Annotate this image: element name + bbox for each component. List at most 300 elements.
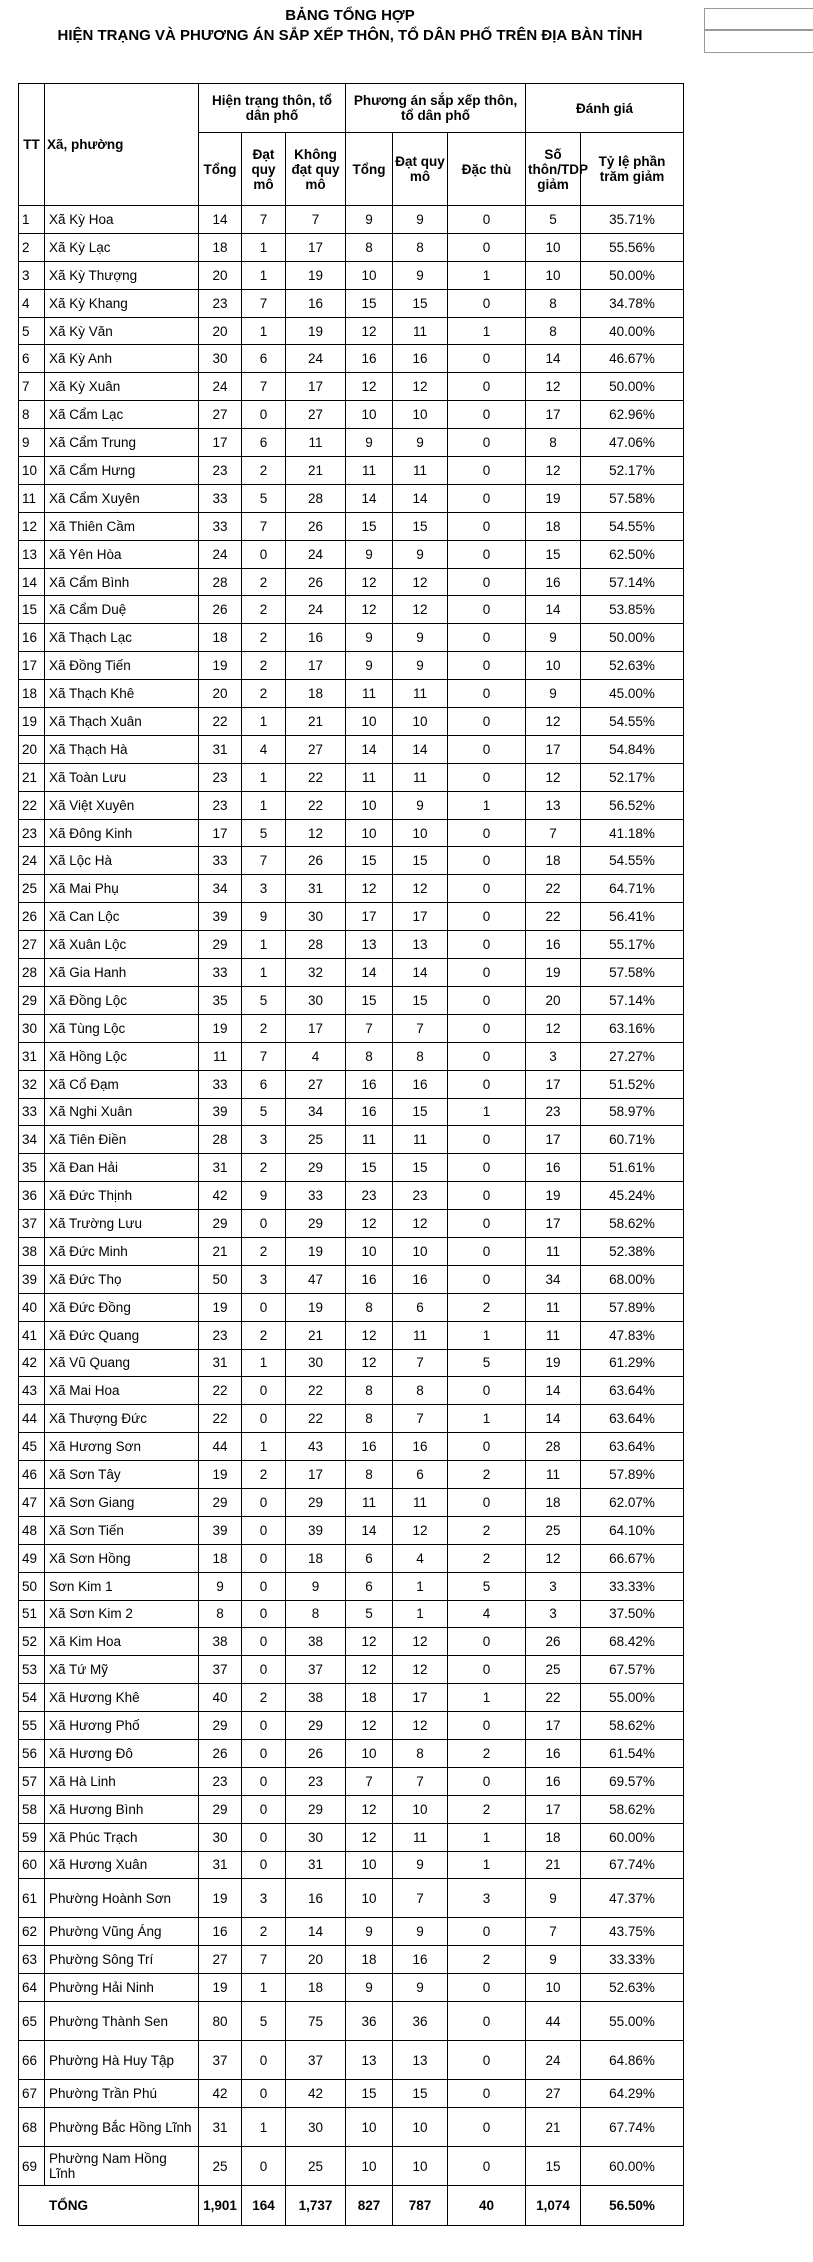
table-row [19,2002,813,2041]
cell-plan-total: 11 [346,1126,393,1154]
cell-eval-reduce: 17 [526,1712,581,1740]
cell-tt: 43 [19,1377,45,1405]
cell-plan-total: 16 [346,1098,393,1126]
cell-cur-notmeet: 25 [286,1126,346,1154]
table-row [19,289,813,317]
table-spacer [684,652,813,680]
cell-name: Xã Cẩm Bình [45,568,199,596]
cell-plan-meet: 14 [393,959,448,987]
cell-plan-meet: 15 [393,512,448,540]
cell-name: Xã Nghi Xuân [45,1098,199,1126]
cell-cur-notmeet: 18 [286,1544,346,1572]
cell-cur-meet: 2 [242,596,286,624]
total-cur-meet: 164 [242,2186,286,2226]
cell-eval-pct: 52.38% [581,1237,684,1265]
cell-cur-total: 27 [199,401,242,429]
cell-plan-meet: 16 [393,1946,448,1974]
cell-plan-special: 2 [448,1293,526,1321]
cell-eval-reduce: 25 [526,1656,581,1684]
cell-plan-meet: 6 [393,1461,448,1489]
cell-plan-total: 12 [346,1795,393,1823]
cell-cur-meet: 0 [242,1488,286,1516]
cell-plan-total: 17 [346,903,393,931]
cell-cur-notmeet: 39 [286,1516,346,1544]
cell-eval-reduce: 16 [526,568,581,596]
cell-name: Xã Yên Hòa [45,540,199,568]
table-spacer [684,2002,813,2041]
cell-plan-meet: 11 [393,1823,448,1851]
cell-eval-reduce: 5 [526,206,581,234]
table-row [19,429,813,457]
cell-plan-total: 10 [346,2108,393,2147]
cell-cur-total: 22 [199,1377,242,1405]
cell-cur-meet: 2 [242,1461,286,1489]
cell-cur-notmeet: 22 [286,1377,346,1405]
cell-plan-meet: 10 [393,819,448,847]
cell-plan-special: 2 [448,1544,526,1572]
cell-plan-total: 14 [346,1516,393,1544]
cell-eval-reduce: 18 [526,1823,581,1851]
cell-eval-pct: 50.00% [581,373,684,401]
cell-tt: 18 [19,680,45,708]
table-row [19,1684,813,1712]
cell-plan-meet: 8 [393,1377,448,1405]
header-eval-reduce: Số thôn/TDP giảm [526,133,581,206]
cell-tt: 45 [19,1433,45,1461]
cell-cur-notmeet: 24 [286,540,346,568]
table-spacer [684,1349,813,1377]
table-spacer [684,959,813,987]
table-row [19,1042,813,1070]
table-row [19,345,813,373]
cell-eval-reduce: 12 [526,373,581,401]
total-cur-notmeet: 1,737 [286,2186,346,2226]
cell-plan-special: 1 [448,317,526,345]
cell-cur-meet: 5 [242,484,286,512]
cell-plan-total: 16 [346,1265,393,1293]
table-row [19,206,813,234]
cell-name: Xã Đồng Tiến [45,652,199,680]
cell-plan-meet: 10 [393,708,448,736]
cell-plan-special: 0 [448,596,526,624]
cell-plan-total: 8 [346,1042,393,1070]
cell-name: Phường Hà Huy Tập [45,2041,199,2080]
cell-tt: 21 [19,763,45,791]
table-row [19,317,813,345]
cell-plan-meet: 15 [393,986,448,1014]
table-row [19,261,813,289]
cell-eval-pct: 56.41% [581,903,684,931]
cell-eval-reduce: 23 [526,1098,581,1126]
cell-cur-notmeet: 24 [286,596,346,624]
cell-eval-pct: 58.62% [581,1795,684,1823]
cell-cur-meet: 0 [242,1823,286,1851]
cell-cur-meet: 7 [242,289,286,317]
cell-cur-total: 25 [199,2147,242,2186]
table-spacer [684,233,813,261]
cell-eval-pct: 53.85% [581,596,684,624]
table-row [19,1516,813,1544]
cell-cur-meet: 2 [242,1918,286,1946]
cell-cur-meet: 2 [242,1014,286,1042]
cell-plan-special: 0 [448,1126,526,1154]
cell-cur-notmeet: 75 [286,2002,346,2041]
cell-tt: 16 [19,624,45,652]
table-row [19,1461,813,1489]
cell-cur-meet: 0 [242,1516,286,1544]
cell-eval-pct: 68.42% [581,1628,684,1656]
cell-name: Xã Hồng Lộc [45,1042,199,1070]
cell-cur-meet: 2 [242,624,286,652]
cell-plan-meet: 16 [393,345,448,373]
cell-eval-pct: 57.14% [581,986,684,1014]
cell-eval-pct: 40.00% [581,317,684,345]
cell-plan-meet: 14 [393,484,448,512]
table-row [19,1405,813,1433]
cell-cur-meet: 2 [242,1321,286,1349]
cell-eval-pct: 63.64% [581,1377,684,1405]
cell-name: Xã Hương Bình [45,1795,199,1823]
cell-cur-total: 23 [199,457,242,485]
cell-plan-total: 15 [346,1154,393,1182]
cell-cur-meet: 7 [242,1946,286,1974]
table-row [19,401,813,429]
cell-tt: 1 [19,206,45,234]
cell-cur-meet: 3 [242,875,286,903]
cell-plan-meet: 11 [393,1488,448,1516]
header-name: Xã, phường [45,84,199,206]
cell-plan-meet: 11 [393,763,448,791]
cell-eval-pct: 46.67% [581,345,684,373]
cell-plan-total: 14 [346,959,393,987]
cell-tt: 50 [19,1572,45,1600]
cell-name: Xã Thượng Đức [45,1405,199,1433]
cell-plan-special: 0 [448,1377,526,1405]
cell-tt: 48 [19,1516,45,1544]
cell-plan-meet: 1 [393,1572,448,1600]
cell-eval-pct: 47.83% [581,1321,684,1349]
table-row [19,763,813,791]
cell-eval-reduce: 19 [526,484,581,512]
cell-name: Xã Kỳ Thượng [45,261,199,289]
cell-cur-total: 39 [199,1516,242,1544]
table-spacer [684,540,813,568]
cell-eval-pct: 61.29% [581,1349,684,1377]
cell-plan-special: 0 [448,484,526,512]
cell-plan-total: 5 [346,1600,393,1628]
cell-tt: 47 [19,1488,45,1516]
cell-cur-total: 28 [199,568,242,596]
cell-eval-pct: 67.74% [581,2108,684,2147]
cell-tt: 33 [19,1098,45,1126]
cell-cur-notmeet: 21 [286,457,346,485]
cell-eval-pct: 67.57% [581,1656,684,1684]
table-row [19,931,813,959]
table-spacer [684,1237,813,1265]
cell-cur-notmeet: 47 [286,1265,346,1293]
cell-tt: 15 [19,596,45,624]
cell-plan-meet: 7 [393,1405,448,1433]
cell-tt: 38 [19,1237,45,1265]
cell-cur-notmeet: 16 [286,289,346,317]
cell-cur-notmeet: 7 [286,206,346,234]
cell-cur-total: 44 [199,1433,242,1461]
cell-cur-total: 42 [199,1182,242,1210]
cell-tt: 37 [19,1210,45,1238]
table-row [19,735,813,763]
cell-cur-meet: 1 [242,233,286,261]
cell-cur-notmeet: 29 [286,1712,346,1740]
cell-plan-special: 0 [448,429,526,457]
header-eval-pct: Tỷ lệ phần trăm giảm [581,133,684,206]
table-spacer [684,1918,813,1946]
cell-name: Xã Kỳ Khang [45,289,199,317]
cell-plan-special: 5 [448,1572,526,1600]
cell-plan-total: 10 [346,1237,393,1265]
cell-plan-special: 1 [448,1405,526,1433]
cell-eval-reduce: 17 [526,1126,581,1154]
cell-eval-pct: 69.57% [581,1767,684,1795]
cell-eval-pct: 68.00% [581,1265,684,1293]
cell-name: Xã Đức Đồng [45,1293,199,1321]
cell-plan-meet: 15 [393,289,448,317]
cell-name: Xã Xuân Lộc [45,931,199,959]
cell-tt: 68 [19,2108,45,2147]
cell-cur-notmeet: 9 [286,1572,346,1600]
cell-eval-reduce: 14 [526,1377,581,1405]
cell-plan-special: 0 [448,1042,526,1070]
cell-plan-meet: 9 [393,1851,448,1879]
table-row [19,1572,813,1600]
cell-name: Phường Bắc Hồng Lĩnh [45,2108,199,2147]
cell-eval-pct: 52.63% [581,1974,684,2002]
table-spacer [684,791,813,819]
cell-plan-total: 15 [346,986,393,1014]
cell-plan-meet: 11 [393,680,448,708]
cell-cur-notmeet: 34 [286,1098,346,1126]
cell-cur-meet: 5 [242,986,286,1014]
cell-name: Xã Hương Sơn [45,1433,199,1461]
cell-eval-pct: 56.52% [581,791,684,819]
cell-name: Phường Trần Phú [45,2080,199,2108]
cell-plan-total: 7 [346,1014,393,1042]
cell-plan-special: 0 [448,540,526,568]
table-spacer [684,735,813,763]
table-row [19,680,813,708]
cell-cur-notmeet: 29 [286,1795,346,1823]
table-spacer [684,1684,813,1712]
table-spacer [684,1974,813,2002]
cell-plan-meet: 10 [393,2147,448,2186]
cell-name: Xã Đức Quang [45,1321,199,1349]
cell-cur-total: 37 [199,1656,242,1684]
cell-cur-notmeet: 24 [286,345,346,373]
cell-cur-notmeet: 19 [286,1293,346,1321]
cell-plan-meet: 13 [393,931,448,959]
cell-cur-total: 11 [199,1042,242,1070]
cell-cur-total: 26 [199,596,242,624]
cell-cur-notmeet: 18 [286,680,346,708]
cell-tt: 53 [19,1656,45,1684]
table-spacer [684,2080,813,2108]
cell-tt: 57 [19,1767,45,1795]
cell-plan-meet: 9 [393,261,448,289]
cell-eval-pct: 37.50% [581,1600,684,1628]
cell-tt: 49 [19,1544,45,1572]
cell-eval-reduce: 17 [526,401,581,429]
cell-eval-reduce: 9 [526,624,581,652]
cell-eval-reduce: 11 [526,1293,581,1321]
cell-cur-notmeet: 17 [286,233,346,261]
cell-plan-total: 12 [346,1712,393,1740]
cell-cur-meet: 9 [242,1182,286,1210]
cell-plan-special: 0 [448,289,526,317]
cell-cur-notmeet: 29 [286,1488,346,1516]
cell-plan-meet: 17 [393,903,448,931]
table-row [19,1712,813,1740]
cell-plan-total: 12 [346,373,393,401]
cell-cur-notmeet: 8 [286,1600,346,1628]
cell-cur-meet: 1 [242,1349,286,1377]
cell-eval-pct: 55.00% [581,1684,684,1712]
cell-cur-notmeet: 12 [286,819,346,847]
cell-name: Xã Cẩm Xuyên [45,484,199,512]
cell-tt: 56 [19,1739,45,1767]
cell-cur-meet: 1 [242,2108,286,2147]
cell-cur-total: 29 [199,1488,242,1516]
table-row [19,986,813,1014]
cell-tt: 30 [19,1014,45,1042]
cell-plan-special: 0 [448,875,526,903]
cell-eval-reduce: 11 [526,1321,581,1349]
header-plan-special: Đặc thù [448,133,526,206]
cell-cur-meet: 2 [242,1154,286,1182]
cell-cur-total: 33 [199,484,242,512]
cell-cur-total: 31 [199,1349,242,1377]
cell-plan-total: 36 [346,2002,393,2041]
cell-name: Xã Đồng Lộc [45,986,199,1014]
cell-tt: 23 [19,819,45,847]
cell-name: Xã Thạch Xuân [45,708,199,736]
table-spacer [684,512,813,540]
cell-plan-special: 0 [448,1628,526,1656]
cell-name: Xã Sơn Giang [45,1488,199,1516]
cell-eval-pct: 47.37% [581,1879,684,1918]
cell-cur-total: 34 [199,875,242,903]
cell-eval-pct: 52.63% [581,652,684,680]
table-row [19,1321,813,1349]
cell-cur-meet: 7 [242,847,286,875]
table-row [19,512,813,540]
cell-eval-reduce: 18 [526,847,581,875]
cell-plan-special: 2 [448,1461,526,1489]
table-spacer [684,819,813,847]
cell-plan-special: 3 [448,1879,526,1918]
cell-plan-special: 1 [448,1851,526,1879]
cell-name: Xã Hương Xuân [45,1851,199,1879]
cell-cur-total: 18 [199,233,242,261]
cell-name: Phường Nam Hồng Lĩnh [45,2147,199,2186]
cell-eval-reduce: 12 [526,1544,581,1572]
cell-cur-meet: 4 [242,735,286,763]
cell-cur-meet: 1 [242,763,286,791]
cell-cur-meet: 0 [242,1210,286,1238]
table-row [19,1265,813,1293]
cell-cur-total: 29 [199,1712,242,1740]
cell-eval-pct: 63.64% [581,1433,684,1461]
header-cur-meet: Đạt quy mô [242,133,286,206]
cell-eval-reduce: 24 [526,2041,581,2080]
cell-cur-meet: 9 [242,903,286,931]
table-spacer [684,1823,813,1851]
cell-name: Phường Hoành Sơn [45,1879,199,1918]
total-plan-total: 827 [346,2186,393,2226]
cell-plan-meet: 7 [393,1879,448,1918]
cell-eval-pct: 41.18% [581,819,684,847]
cell-cur-total: 23 [199,1767,242,1795]
cell-eval-pct: 62.50% [581,540,684,568]
table-spacer [684,1795,813,1823]
cell-plan-meet: 10 [393,2108,448,2147]
cell-cur-notmeet: 30 [286,1349,346,1377]
cell-plan-special: 0 [448,206,526,234]
cell-tt: 5 [19,317,45,345]
cell-cur-total: 19 [199,1293,242,1321]
cell-eval-pct: 52.17% [581,457,684,485]
cell-tt: 63 [19,1946,45,1974]
cell-name: Xã Đức Minh [45,1237,199,1265]
cell-eval-reduce: 22 [526,875,581,903]
cell-plan-meet: 15 [393,1098,448,1126]
table-row [19,1628,813,1656]
cell-cur-notmeet: 27 [286,1070,346,1098]
cell-eval-pct: 60.00% [581,2147,684,2186]
cell-cur-total: 30 [199,1823,242,1851]
cell-eval-pct: 62.07% [581,1488,684,1516]
table-spacer [684,206,813,234]
table-spacer [684,1946,813,1974]
cell-plan-meet: 11 [393,317,448,345]
cell-cur-notmeet: 16 [286,624,346,652]
cell-cur-meet: 0 [242,1712,286,1740]
cell-eval-reduce: 17 [526,1070,581,1098]
cell-plan-total: 16 [346,1070,393,1098]
cell-cur-meet: 0 [242,540,286,568]
cell-plan-total: 8 [346,1293,393,1321]
cell-name: Xã Sơn Tiến [45,1516,199,1544]
cell-name: Xã Can Lộc [45,903,199,931]
cell-eval-reduce: 16 [526,1739,581,1767]
table-row [19,959,813,987]
cell-name: Xã Thạch Lạc [45,624,199,652]
cell-plan-special: 2 [448,1739,526,1767]
cell-eval-pct: 61.54% [581,1739,684,1767]
cell-eval-reduce: 17 [526,735,581,763]
table-row [19,1349,813,1377]
cell-cur-notmeet: 26 [286,568,346,596]
cell-cur-meet: 2 [242,457,286,485]
cell-plan-total: 11 [346,680,393,708]
cell-eval-reduce: 7 [526,1918,581,1946]
cell-tt: 9 [19,429,45,457]
total-row [19,2186,813,2226]
cell-cur-notmeet: 38 [286,1628,346,1656]
table-spacer [684,345,813,373]
cell-cur-meet: 0 [242,2080,286,2108]
cell-cur-total: 26 [199,1739,242,1767]
cell-plan-total: 6 [346,1572,393,1600]
table-spacer [684,1405,813,1433]
